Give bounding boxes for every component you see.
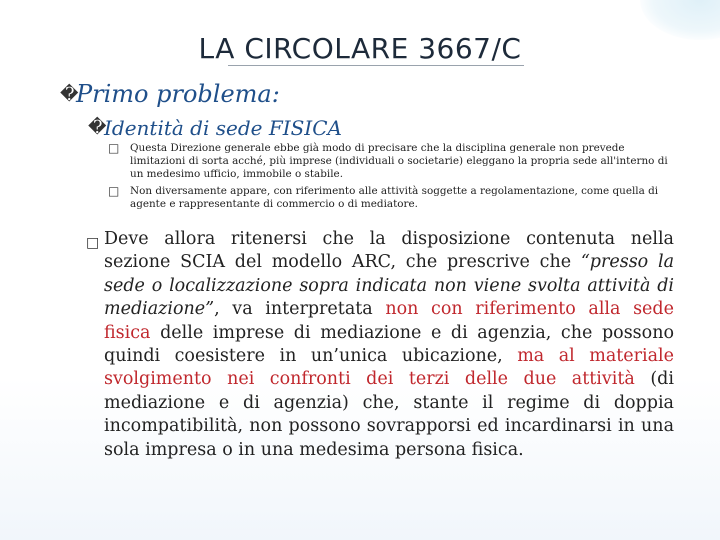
list-item-text: Non diversamente appare, con riferimento alle attività soggette a regolamentazione, come quella di agente e rappresentante di commercio o di mediatore. [130, 185, 659, 210]
bullet-icon: � [88, 117, 107, 138]
list-item [108, 185, 678, 211]
paragraph-text-2: , va interpretata [214, 299, 386, 320]
title-underline [228, 65, 524, 66]
list-item-text: Questa Direzione generale ebbe già modo di precisare che la disciplina generale non prevede limitazioni di sorta acché, più imprese (individuali o societarie) eleggano la propria sede all'interno di un medesimo ufficio, immobile o stabile. [130, 142, 668, 180]
emphasis-red-1: non con riferimento alla sede fisica [104, 299, 674, 343]
emphasis-red-2: ma al materiale svolgimento nei confronti dei terzi delle due attività [104, 346, 675, 390]
paragraph-quote: “presso la sede o localizzazione sopra indicata non viene svolta attività di mediazione” [104, 252, 675, 320]
checkbox-bullet-icon: □ [86, 235, 100, 251]
sub-points-list [108, 142, 678, 215]
paragraph-text-3: delle imprese di mediazione e di agenzia, che possono quindi coesistere in un’unica ubicazione, [104, 322, 674, 367]
heading-level2-text: Identità di sede FISICA [104, 116, 342, 140]
list-item [108, 142, 678, 181]
heading-level1 [60, 80, 280, 108]
checkbox-bullet-icon: □ [108, 141, 120, 155]
heading-level1-text: Primo problema: [76, 80, 280, 108]
paragraph-text-4: (di mediazione e di agenzia) che, stante il regime di doppia incompatibilità, non possono sovrapporsi ed incardinarsi in una sola impresa o in una medesima persona fisica. [104, 369, 674, 460]
bullet-icon: � [60, 84, 79, 105]
paragraph-text-1: Deve allora ritenersi che la disposizione contenuta nella sezione SCIA del modello ARC, che prescrive che [104, 229, 674, 273]
main-paragraph [86, 228, 674, 462]
checkbox-bullet-icon: □ [108, 184, 120, 198]
heading-level2 [88, 116, 342, 140]
slide-title: LA CIRCOLARE 3667/C [198, 32, 522, 65]
